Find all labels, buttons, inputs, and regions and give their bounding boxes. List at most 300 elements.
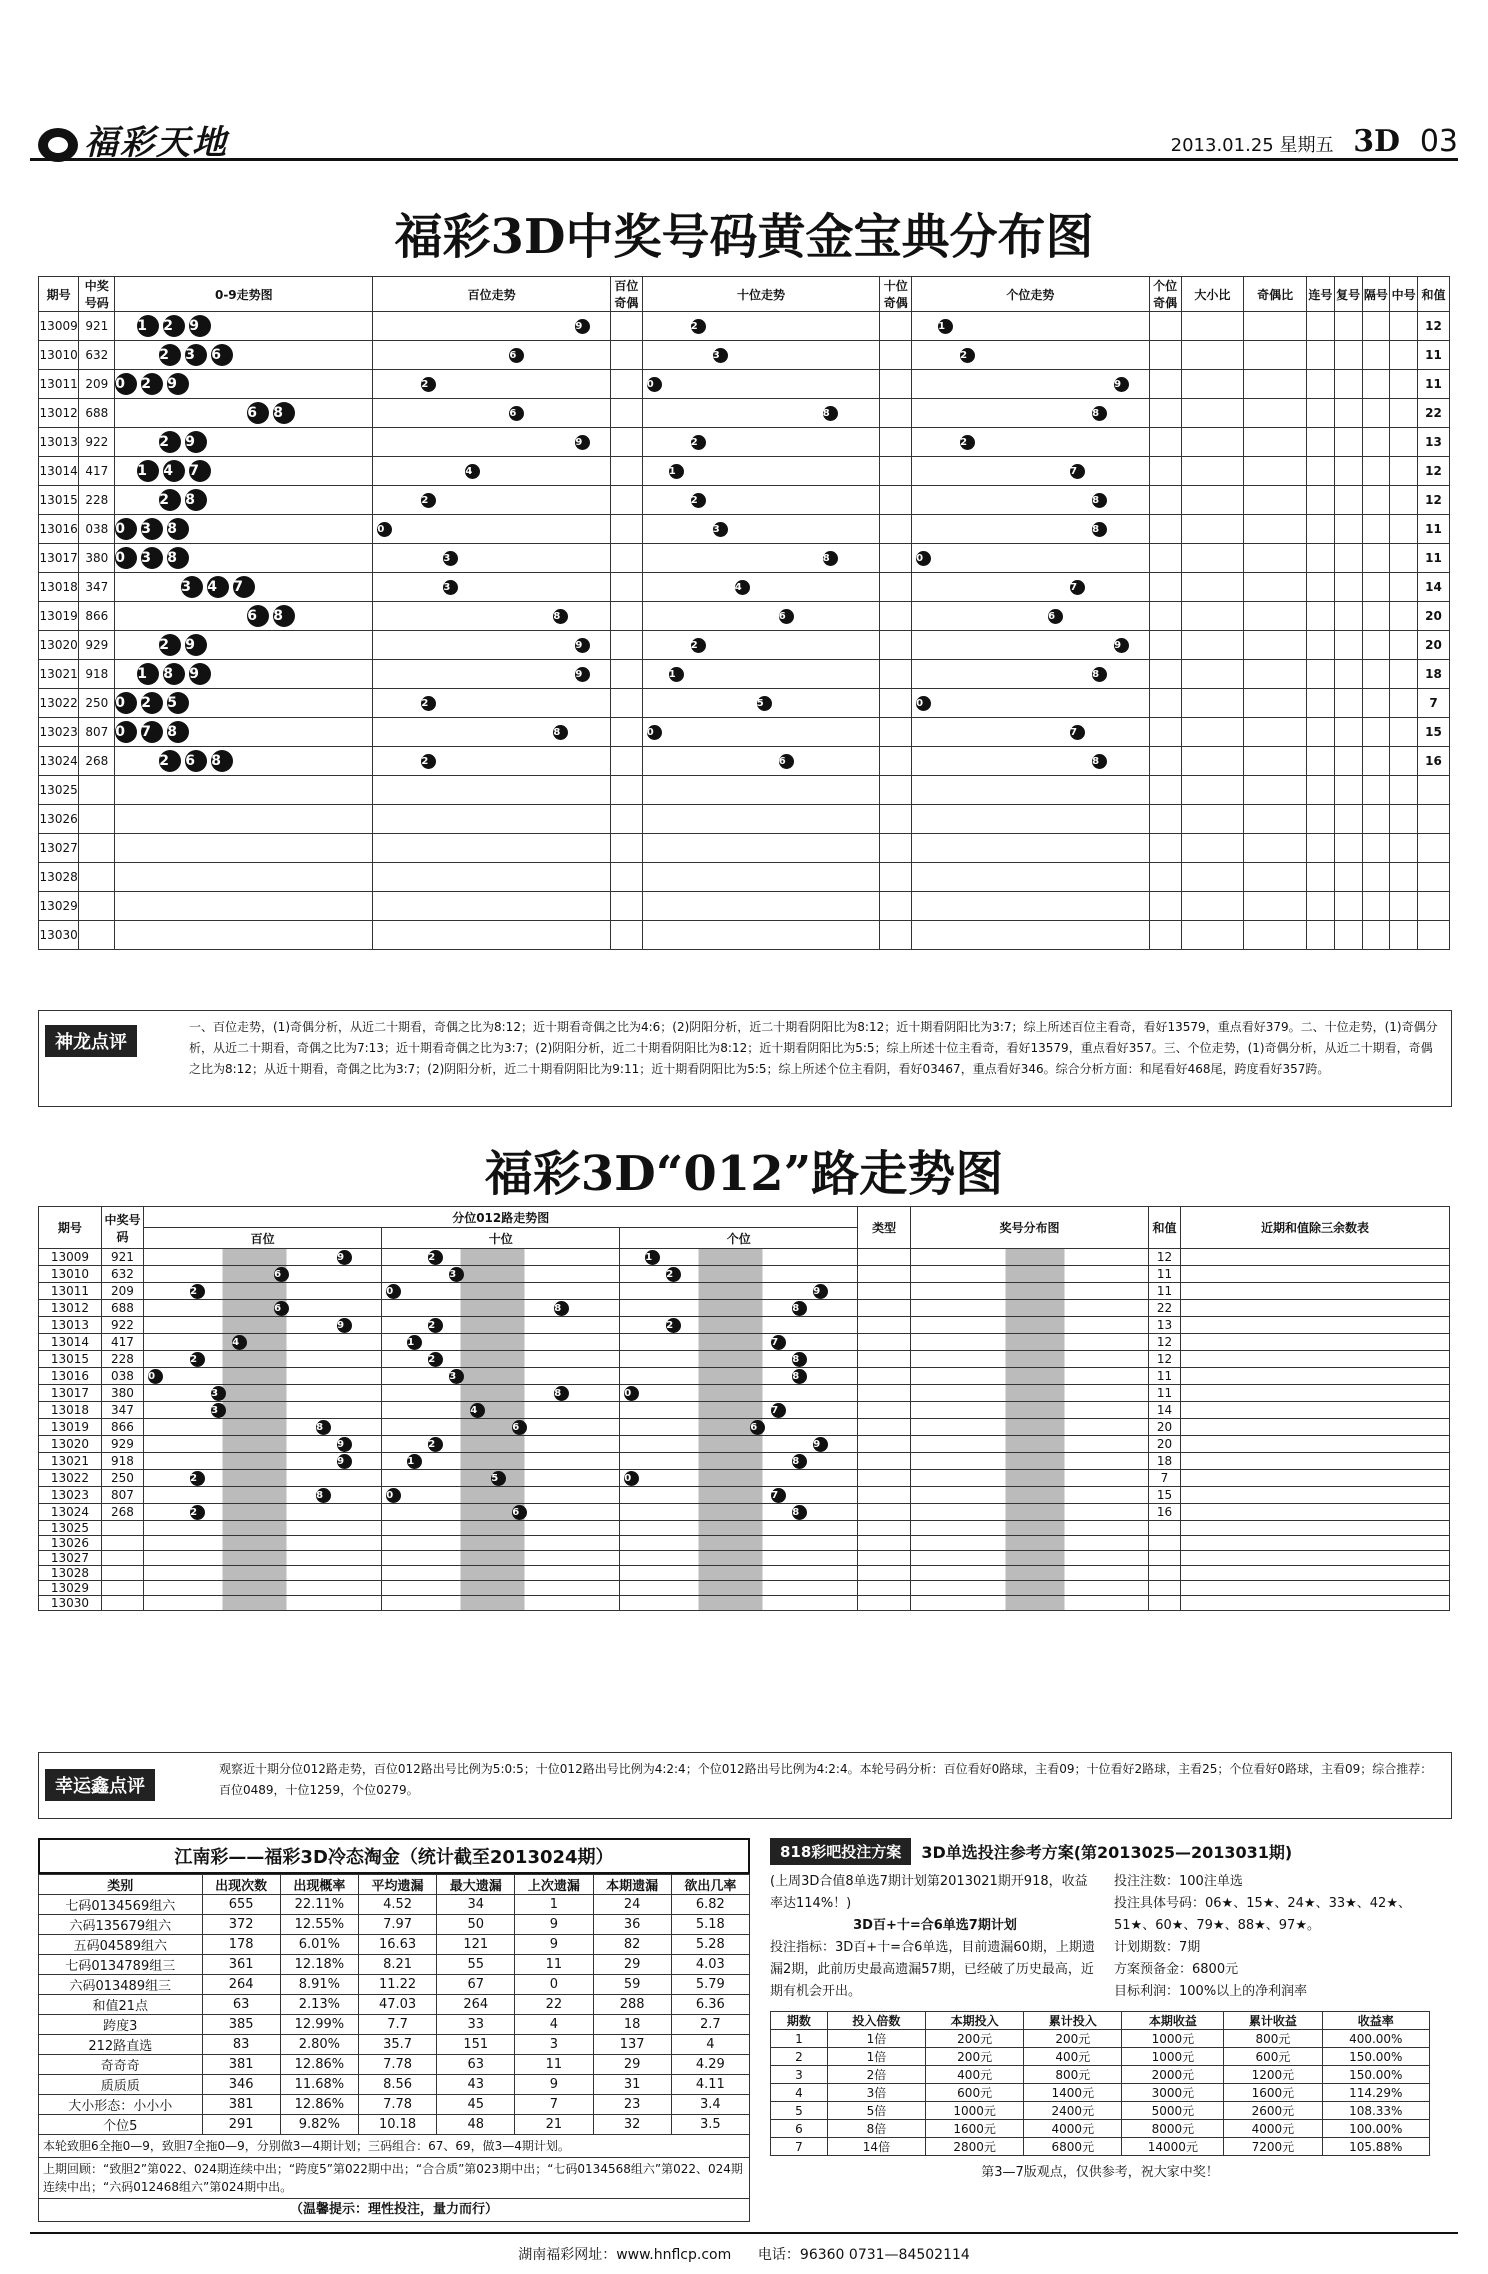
table-row <box>39 602 1450 631</box>
row-issue: 13025 <box>39 1521 102 1536</box>
cold-cell: 6.01% <box>280 1935 358 1955</box>
cold-col-header: 上次遗漏 <box>515 1875 593 1895</box>
col-tens: 十位走势 <box>642 277 880 312</box>
digit-ball: 1 <box>137 663 159 685</box>
route-cell <box>144 1351 382 1368</box>
plan-cell: 3倍 <box>827 2084 925 2102</box>
row-cell-c4 <box>1390 544 1418 573</box>
position-ball: 2 <box>960 348 975 363</box>
row-cell-c2 <box>1334 457 1362 486</box>
col-sum: 和值 <box>1418 277 1450 312</box>
row-cell-units <box>912 863 1150 892</box>
plan-cell: 400元 <box>926 2066 1024 2084</box>
row-cell-toe <box>880 312 912 341</box>
cold-row <box>39 2035 750 2055</box>
row-cell-c2 <box>1334 834 1362 863</box>
row-sum <box>1418 863 1450 892</box>
route-cell <box>382 1317 620 1334</box>
remainder-cell <box>1180 1419 1449 1436</box>
row-cell-uoe <box>1149 689 1181 718</box>
row-cell-c3 <box>1362 805 1390 834</box>
cold-col-header: 本期遗漏 <box>593 1875 671 1895</box>
cold-cell: 4.03 <box>671 1955 749 1975</box>
table-row <box>39 457 1450 486</box>
row-sum: 15 <box>1148 1487 1180 1504</box>
plan-cell: 1倍 <box>827 2030 925 2048</box>
distribution-cell <box>910 1436 1148 1453</box>
cold-row <box>39 2095 750 2115</box>
plan-cell: 400.00% <box>1322 2030 1429 2048</box>
row-cell-uoe <box>1149 631 1181 660</box>
position-ball: 9 <box>575 638 590 653</box>
digit-ball: 9 <box>167 373 189 395</box>
remainder-cell <box>1180 1283 1449 1300</box>
row-cell-oe <box>1244 631 1307 660</box>
row-number: 250 <box>101 1470 143 1487</box>
row-sum: 11 <box>1148 1283 1180 1300</box>
row-cell-uoe <box>1149 660 1181 689</box>
row-issue: 13016 <box>39 1368 102 1385</box>
position-ball: 6 <box>509 348 524 363</box>
remainder-cell <box>1180 1551 1449 1566</box>
row-cell-c1 <box>1307 631 1335 660</box>
route-ball: 6 <box>512 1420 527 1435</box>
table-row <box>39 776 1450 805</box>
row-cell-uoe <box>1149 370 1181 399</box>
digit-ball: 9 <box>185 634 207 656</box>
row-cell-oe <box>1244 747 1307 776</box>
row-issue: 13024 <box>39 747 79 776</box>
plan-desc: 投注指标：3D百+十=合6单选，目前遗漏60期，上期遗漏2期，此前历史最高遗漏57期，已经破了历史最高，近期有机会开出。 <box>770 1940 1095 1999</box>
route-ball: 3 <box>449 1267 464 1282</box>
cold-cell: 21 <box>515 2115 593 2135</box>
route-cell <box>144 1551 382 1566</box>
remainder-cell <box>1180 1402 1449 1419</box>
row-number <box>101 1566 143 1581</box>
row-cell-c3 <box>1362 834 1390 863</box>
table-row <box>39 1283 1450 1300</box>
plan-subtitle: 3D百+十=合6单选7期计划 <box>853 1918 1017 1933</box>
row-cell-units <box>912 718 1150 747</box>
col-hundreds-oe: 百位奇偶 <box>610 277 642 312</box>
row-cell-c4 <box>1390 573 1418 602</box>
plan-col-header: 期数 <box>771 2012 828 2030</box>
row-cell-c3 <box>1362 399 1390 428</box>
distribution-cell <box>910 1453 1148 1470</box>
row-cell-toe <box>880 921 912 950</box>
position-ball: 7 <box>1070 725 1085 740</box>
plan-footer-note: 第3—7版观点，仅供参考，祝大家中奖！ <box>981 2165 1219 2180</box>
row-number: 268 <box>79 747 115 776</box>
comment-badge-2: 幸运鑫点评 <box>45 1769 155 1801</box>
plan-cell: 5000元 <box>1122 2102 1224 2120</box>
route-ball: 2 <box>428 1318 443 1333</box>
row-cell-uoe <box>1149 805 1181 834</box>
plan-cell: 150.00% <box>1322 2048 1429 2066</box>
plan-cell: 5倍 <box>827 2102 925 2120</box>
cold-cell: 178 <box>202 1935 280 1955</box>
cold-cell: 12.18% <box>280 1955 358 1975</box>
row-issue: 13026 <box>39 805 79 834</box>
cold-cell: 7 <box>515 2095 593 2115</box>
route-cell <box>620 1317 858 1334</box>
plan-panel <box>770 1838 1450 2184</box>
plan-cell: 7 <box>771 2138 828 2156</box>
row-cell-hoe <box>610 660 642 689</box>
route-ball: 8 <box>554 1386 569 1401</box>
row-cell-units <box>912 834 1150 863</box>
plan-cell: 4000元 <box>1224 2120 1322 2138</box>
digit-ball: 8 <box>167 518 189 540</box>
table-row <box>39 1368 1450 1385</box>
plan-table <box>770 2011 1430 2156</box>
table-row <box>39 921 1450 950</box>
distribution-cell <box>910 1419 1148 1436</box>
route-ball: 6 <box>750 1420 765 1435</box>
cold-cell: 七码0134789组三 <box>39 1955 203 1975</box>
plan-cell: 4 <box>771 2084 828 2102</box>
position-ball: 3 <box>443 551 458 566</box>
row-cell-toe <box>880 515 912 544</box>
row-cell-hoe <box>610 457 642 486</box>
row-cell-c4 <box>1390 660 1418 689</box>
cold-cell: 121 <box>437 1935 515 1955</box>
table-row <box>39 573 1450 602</box>
row-cell-toe <box>880 747 912 776</box>
table-row <box>39 486 1450 515</box>
type-cell <box>858 1581 911 1596</box>
row-cell-bs <box>1181 341 1244 370</box>
cold-cell: 63 <box>437 2055 515 2075</box>
row-cell-units <box>912 573 1150 602</box>
row-cell-c1 <box>1307 573 1335 602</box>
digit-ball: 2 <box>159 750 181 772</box>
row-number: 866 <box>79 602 115 631</box>
position-ball: 9 <box>1114 377 1129 392</box>
row-cell-hoe <box>610 892 642 921</box>
plan-cell: 1400元 <box>1024 2084 1122 2102</box>
row-number <box>101 1536 143 1551</box>
row-cell-c3 <box>1362 689 1390 718</box>
row-cell-c2 <box>1334 892 1362 921</box>
route-cell <box>144 1385 382 1402</box>
col-gap: 隔号 <box>1362 277 1390 312</box>
row-cell-hoe <box>610 428 642 457</box>
row-cell-tens <box>642 515 880 544</box>
digit-ball: 9 <box>189 315 211 337</box>
row-cell-toe <box>880 370 912 399</box>
row-cell-bs <box>1181 399 1244 428</box>
route-ball: 6 <box>512 1505 527 1520</box>
cold-cell: 264 <box>202 1975 280 1995</box>
plan-cell: 1000元 <box>926 2102 1024 2120</box>
row-cell-c1 <box>1307 428 1335 457</box>
plan-cell: 1600元 <box>1224 2084 1322 2102</box>
cold-cell: 奇奇奇 <box>39 2055 203 2075</box>
cold-cell: 9 <box>515 1935 593 1955</box>
row-cell-c2 <box>1334 486 1362 515</box>
row-cell-tens <box>642 776 880 805</box>
row-cell-hoe <box>610 486 642 515</box>
cold-cell: 50 <box>437 1915 515 1935</box>
route-cell <box>144 1419 382 1436</box>
row-number: 918 <box>79 660 115 689</box>
distribution-cell <box>910 1351 1148 1368</box>
row-issue: 13024 <box>39 1504 102 1521</box>
row-cell-c2 <box>1334 776 1362 805</box>
route-cell <box>620 1283 858 1300</box>
row-cell-bs <box>1181 457 1244 486</box>
row-number: 209 <box>79 370 115 399</box>
row-cell-bs <box>1181 805 1244 834</box>
masthead-info <box>1171 124 1458 159</box>
cold-cell: 151 <box>437 2035 515 2055</box>
row-number <box>79 834 115 863</box>
row-trend09 <box>115 805 373 834</box>
plan-cell: 1000元 <box>1122 2048 1224 2066</box>
row-issue: 13012 <box>39 1300 102 1317</box>
table-row <box>39 544 1450 573</box>
row-cell-oe <box>1244 428 1307 457</box>
row-cell-c2 <box>1334 921 1362 950</box>
cold-cell: 9 <box>515 2075 593 2095</box>
distribution-cell <box>910 1504 1148 1521</box>
row-trend09 <box>115 399 373 428</box>
row-number <box>101 1521 143 1536</box>
position-ball: 1 <box>669 667 684 682</box>
row-cell-units <box>912 892 1150 921</box>
row-cell-c3 <box>1362 892 1390 921</box>
remainder-cell <box>1180 1385 1449 1402</box>
row-cell-c3 <box>1362 718 1390 747</box>
position-ball: 3 <box>713 522 728 537</box>
plan-badge: 818彩吧投注方案 <box>770 1838 911 1865</box>
row-cell-c3 <box>1362 660 1390 689</box>
cold-cell: 288 <box>593 1995 671 2015</box>
plan-row <box>771 2048 1430 2066</box>
digit-ball: 2 <box>141 692 163 714</box>
row-cell-units <box>912 689 1150 718</box>
row-issue: 13020 <box>39 1436 102 1453</box>
row-sum: 12 <box>1148 1249 1180 1266</box>
row-cell-hoe <box>610 718 642 747</box>
row-trend09 <box>115 370 373 399</box>
route-ball: 8 <box>792 1352 807 1367</box>
table-row <box>39 892 1450 921</box>
row-number <box>79 921 115 950</box>
table-row <box>39 1436 1450 1453</box>
row-issue: 13010 <box>39 341 79 370</box>
plan-cell: 200元 <box>926 2030 1024 2048</box>
position-ball: 3 <box>443 580 458 595</box>
row-cell-oe <box>1244 892 1307 921</box>
row-cell-c4 <box>1390 776 1418 805</box>
plan-cell: 1倍 <box>827 2048 925 2066</box>
row-cell-c2 <box>1334 515 1362 544</box>
row-issue: 13028 <box>39 1566 102 1581</box>
row-cell-bs <box>1181 718 1244 747</box>
row-cell-hundreds <box>373 747 611 776</box>
row-cell-toe <box>880 341 912 370</box>
plan-row <box>771 2084 1430 2102</box>
row-trend09 <box>115 689 373 718</box>
row-cell-hoe <box>610 399 642 428</box>
row-sum: 11 <box>1418 515 1450 544</box>
route-cell <box>620 1551 858 1566</box>
route-cell <box>620 1249 858 1266</box>
row-cell-hoe <box>610 573 642 602</box>
distribution-cell <box>910 1566 1148 1581</box>
row-cell-c1 <box>1307 515 1335 544</box>
row-cell-c3 <box>1362 370 1390 399</box>
table-row <box>39 312 1450 341</box>
route-cell <box>382 1521 620 1536</box>
row-sum: 11 <box>1148 1368 1180 1385</box>
row-sum: 12 <box>1418 457 1450 486</box>
title-012-trend: 福彩3D“012”路走势图 <box>484 1146 1004 1202</box>
row-sum: 11 <box>1418 341 1450 370</box>
row-issue: 13019 <box>39 1419 102 1436</box>
route-cell <box>144 1521 382 1536</box>
row-cell-c4 <box>1390 457 1418 486</box>
digit-ball: 6 <box>185 750 207 772</box>
cold-cell: 6.36 <box>671 1995 749 2015</box>
row-sum <box>1418 776 1450 805</box>
remainder-cell <box>1180 1536 1449 1551</box>
remainder-cell <box>1180 1581 1449 1596</box>
row-cell-bs <box>1181 631 1244 660</box>
row-cell-c3 <box>1362 863 1390 892</box>
cold-cell: 48 <box>437 2115 515 2135</box>
cold-cell: 63 <box>202 1995 280 2015</box>
top-rule <box>30 158 1458 161</box>
comment-text-2: 观察近十期分位012路走势，百位012路出号比例为5:0:5；十位012路出号比例为4:2:4；个位012路出号比例为4:2:4。本轮号码分析：百位看好0路球，主看09；十位看好2路球，主看25；个位看好0路球，主看09；综合推荐：百位0489，十位1259，个位0279。 <box>219 1762 1433 1797</box>
row-cell-c3 <box>1362 515 1390 544</box>
position-ball: 0 <box>916 551 931 566</box>
row-sum <box>1148 1596 1180 1611</box>
row-cell-toe <box>880 863 912 892</box>
route-cell <box>144 1317 382 1334</box>
plan-row <box>771 2030 1430 2048</box>
row-cell-hoe <box>610 370 642 399</box>
g2-col-units: 个位 <box>620 1228 858 1249</box>
table-row <box>39 1300 1450 1317</box>
row-cell-c4 <box>1390 921 1418 950</box>
route-ball: 1 <box>407 1335 422 1350</box>
row-cell-c1 <box>1307 718 1335 747</box>
cold-cell: 291 <box>202 2115 280 2135</box>
row-cell-c3 <box>1362 573 1390 602</box>
plan-cell: 105.88% <box>1322 2138 1429 2156</box>
digit-ball: 3 <box>141 518 163 540</box>
row-cell-c2 <box>1334 602 1362 631</box>
route-cell <box>144 1402 382 1419</box>
row-cell-hoe <box>610 689 642 718</box>
row-cell-toe <box>880 544 912 573</box>
row-sum: 11 <box>1148 1266 1180 1283</box>
row-cell-hoe <box>610 805 642 834</box>
row-issue: 13025 <box>39 776 79 805</box>
row-trend09 <box>115 631 373 660</box>
row-number: 268 <box>101 1504 143 1521</box>
type-cell <box>858 1266 911 1283</box>
route-cell <box>144 1581 382 1596</box>
row-number: 417 <box>79 457 115 486</box>
row-cell-units <box>912 515 1150 544</box>
route-cell <box>144 1300 382 1317</box>
type-cell <box>858 1596 911 1611</box>
cold-cell: 31 <box>593 2075 671 2095</box>
plan-cell: 114.29% <box>1322 2084 1429 2102</box>
row-issue: 13014 <box>39 1334 102 1351</box>
cold-cell: 9.82% <box>280 2115 358 2135</box>
row-sum: 22 <box>1148 1300 1180 1317</box>
row-number: 347 <box>79 573 115 602</box>
table-row <box>39 689 1450 718</box>
route-ball: 9 <box>813 1437 828 1452</box>
cold-cell: 3 <box>515 2035 593 2055</box>
row-cell-toe <box>880 892 912 921</box>
digit-ball: 1 <box>137 315 159 337</box>
row-cell-c4 <box>1390 718 1418 747</box>
row-cell-c1 <box>1307 660 1335 689</box>
route-cell <box>144 1368 382 1385</box>
plan-cell: 1200元 <box>1224 2066 1322 2084</box>
footer-site: 湖南福彩网址：www.hnflcp.com <box>518 2247 732 2263</box>
position-ball: 6 <box>509 406 524 421</box>
route-cell <box>382 1300 620 1317</box>
row-cell-hundreds <box>373 515 611 544</box>
route-cell <box>382 1385 620 1402</box>
route-cell <box>620 1536 858 1551</box>
route-ball: 7 <box>771 1403 786 1418</box>
type-cell <box>858 1436 911 1453</box>
row-number: 922 <box>79 428 115 457</box>
route-ball: 7 <box>771 1335 786 1350</box>
route-cell <box>620 1385 858 1402</box>
row-cell-tens <box>642 573 880 602</box>
cold-cell: 29 <box>593 2055 671 2075</box>
digit-ball: 0 <box>115 518 137 540</box>
position-ball: 8 <box>823 406 838 421</box>
row-cell-tens <box>642 370 880 399</box>
comment-panel-2 <box>38 1752 1452 1819</box>
row-sum <box>1148 1566 1180 1581</box>
cold-cell: 35.7 <box>358 2035 436 2055</box>
digit-ball: 6 <box>247 605 269 627</box>
row-number <box>101 1596 143 1611</box>
plan-cell: 200元 <box>926 2048 1024 2066</box>
route-ball: 2 <box>428 1352 443 1367</box>
row-sum: 16 <box>1418 747 1450 776</box>
row-cell-oe <box>1244 660 1307 689</box>
type-cell <box>858 1385 911 1402</box>
route-cell <box>382 1368 620 1385</box>
row-trend09 <box>115 921 373 950</box>
row-issue: 13022 <box>39 689 79 718</box>
position-ball: 2 <box>421 754 436 769</box>
distribution-cell <box>910 1266 1148 1283</box>
row-trend09 <box>115 747 373 776</box>
type-cell <box>858 1566 911 1581</box>
plan-cell: 2 <box>771 2048 828 2066</box>
position-ball: 9 <box>575 319 590 334</box>
row-issue: 13015 <box>39 486 79 515</box>
route-ball: 6 <box>274 1267 289 1282</box>
cold-cell: 8.21 <box>358 1955 436 1975</box>
g2-col-type: 类型 <box>858 1207 911 1249</box>
row-cell-uoe <box>1149 747 1181 776</box>
